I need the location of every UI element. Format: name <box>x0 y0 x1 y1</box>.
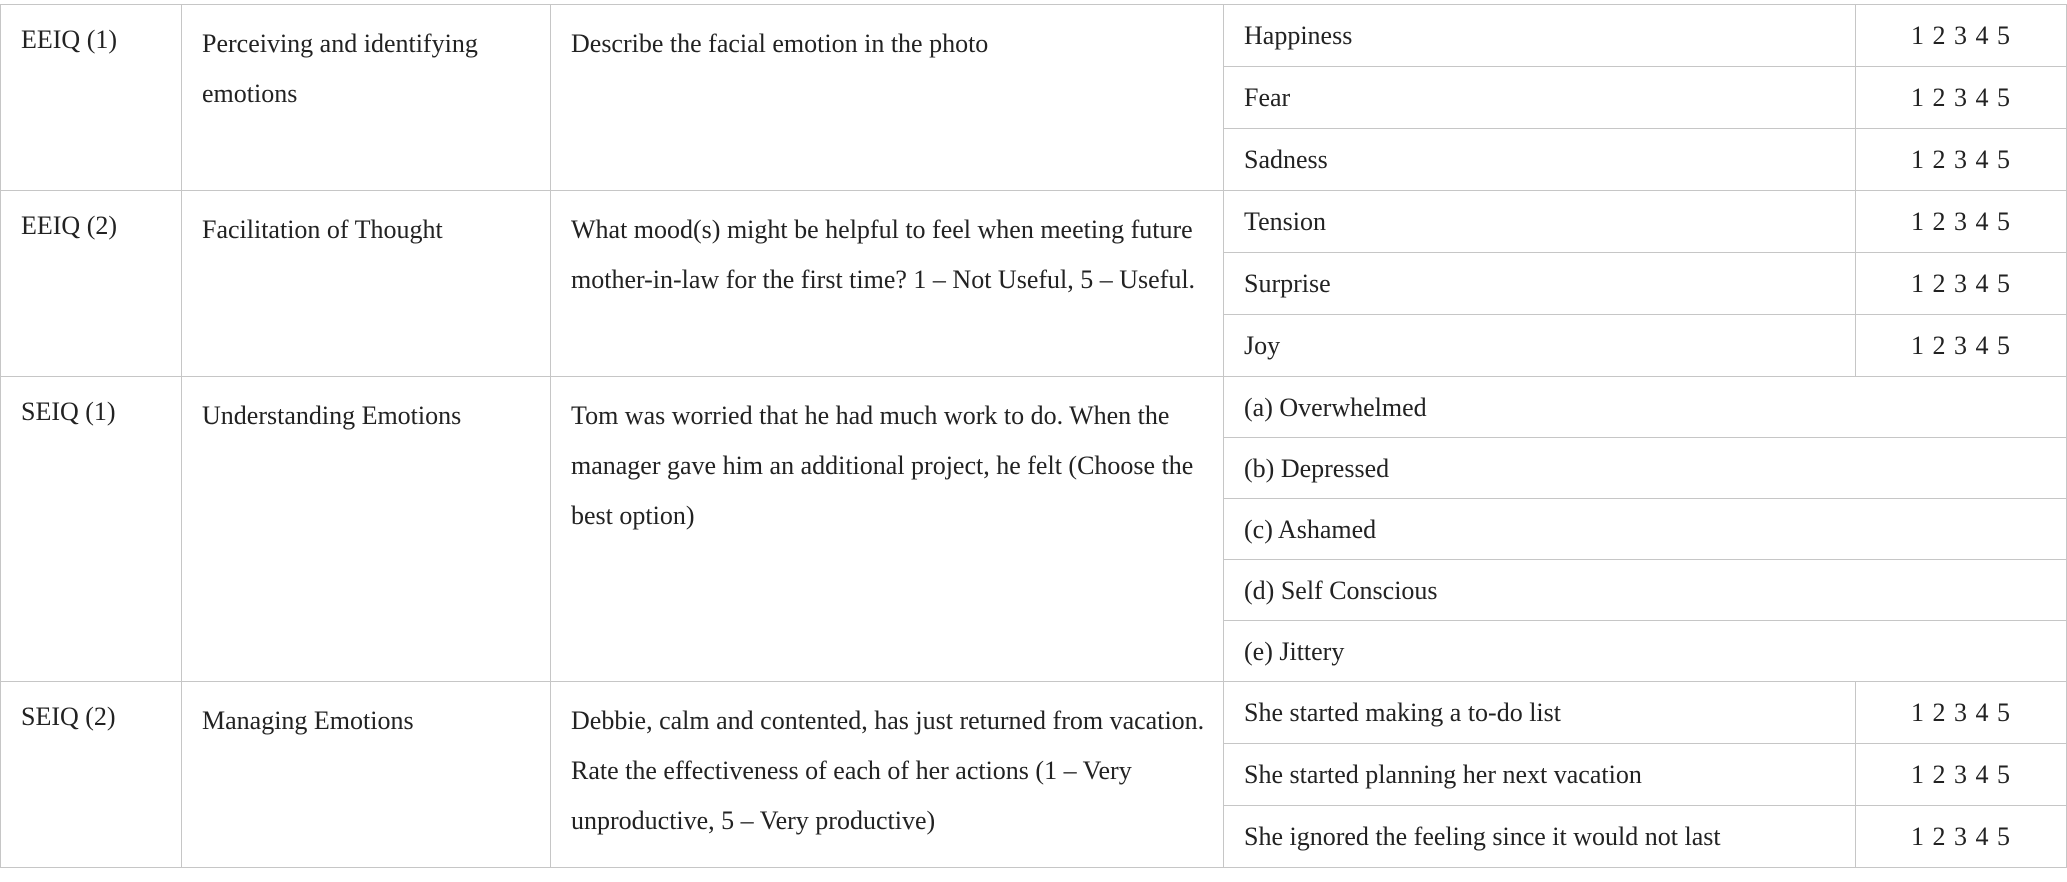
rating-scale: 1 2 3 4 5 <box>1856 744 2067 806</box>
answer-option: (a) Overwhelmed <box>1224 377 2067 438</box>
section-code: SEIQ (2) <box>1 682 182 868</box>
table-row <box>1 377 2067 438</box>
question-prompt: What mood(s) might be helpful to feel when meeting future mother-in-law for the first time? 1 – Not Useful, 5 – Useful. <box>551 191 1224 377</box>
rating-scale: 1 2 3 4 5 <box>1856 806 2067 868</box>
section-code: SEIQ (1) <box>1 377 182 682</box>
option-label: She ignored the feeling since it would not last <box>1224 806 1856 868</box>
answer-option: (d) Self Conscious <box>1224 560 2067 621</box>
rating-scale: 1 2 3 4 5 <box>1856 67 2067 129</box>
branch-label: Perceiving and identifying emotions <box>182 5 551 191</box>
option-label: She started planning her next vacation <box>1224 744 1856 806</box>
rating-scale: 1 2 3 4 5 <box>1856 129 2067 191</box>
section-code: EEIQ (1) <box>1 5 182 191</box>
rating-scale: 1 2 3 4 5 <box>1856 191 2067 253</box>
question-prompt: Tom was worried that he had much work to do. When the manager gave him an additional project, he felt (Choose the best option) <box>551 377 1224 682</box>
question-prompt: Debbie, calm and contented, has just returned from vacation. Rate the effectiveness of each of her actions (1 – Very unproductive, 5 – Very productive) <box>551 682 1224 868</box>
rating-scale: 1 2 3 4 5 <box>1856 682 2067 744</box>
table-row <box>1 5 2067 67</box>
branch-label: Understanding Emotions <box>182 377 551 682</box>
answer-option: (b) Depressed <box>1224 438 2067 499</box>
answer-option: (e) Jittery <box>1224 621 2067 682</box>
question-prompt: Describe the facial emotion in the photo <box>551 5 1224 191</box>
table-row <box>1 682 2067 744</box>
question-table <box>0 4 2067 868</box>
rating-scale: 1 2 3 4 5 <box>1856 5 2067 67</box>
rating-scale: 1 2 3 4 5 <box>1856 315 2067 377</box>
option-label: Surprise <box>1224 253 1856 315</box>
option-label: Fear <box>1224 67 1856 129</box>
option-label: She started making a to-do list <box>1224 682 1856 744</box>
table-row <box>1 191 2067 253</box>
branch-label: Managing Emotions <box>182 682 551 868</box>
option-label: Happiness <box>1224 5 1856 67</box>
option-label: Joy <box>1224 315 1856 377</box>
section-code: EEIQ (2) <box>1 191 182 377</box>
option-label: Tension <box>1224 191 1856 253</box>
branch-label: Facilitation of Thought <box>182 191 551 377</box>
rating-scale: 1 2 3 4 5 <box>1856 253 2067 315</box>
option-label: Sadness <box>1224 129 1856 191</box>
answer-option: (c) Ashamed <box>1224 499 2067 560</box>
